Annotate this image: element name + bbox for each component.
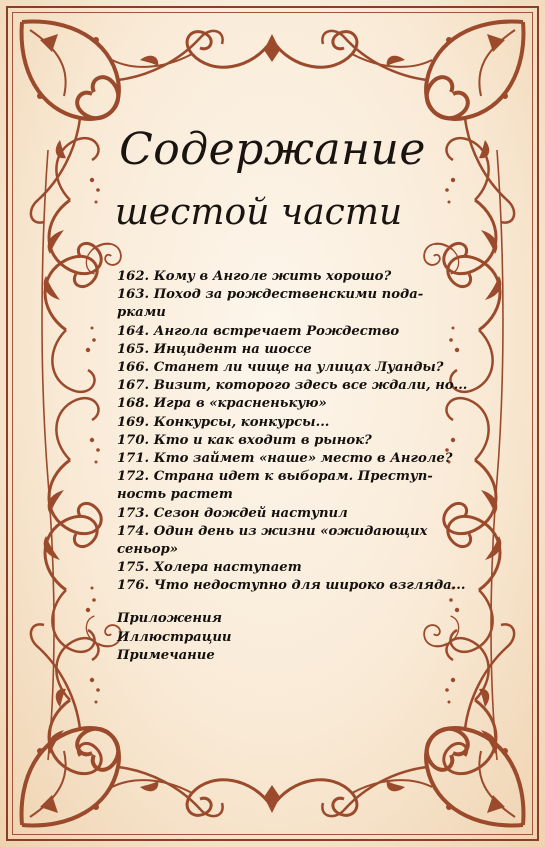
toc-entry[interactable]: 165. Инцидент на шоссе bbox=[117, 341, 312, 357]
toc-entry[interactable]: 170. Кто и как входит в рынок? bbox=[117, 432, 372, 448]
toc-entry-continuation[interactable]: ность растет bbox=[117, 487, 233, 503]
toc-entry[interactable]: 169. Конкурсы, конкурсы... bbox=[117, 414, 330, 430]
toc-entry[interactable]: 163. Поход за рождественскими пода- bbox=[117, 287, 424, 303]
top-ornament bbox=[112, 32, 432, 68]
page-title: Содержание bbox=[119, 124, 426, 175]
toc-entry-continuation[interactable]: сеньор» bbox=[117, 542, 178, 558]
toc-entry[interactable]: 164. Ангола встречает Рождество bbox=[117, 323, 400, 339]
table-of-contents bbox=[117, 268, 497, 596]
bottom-ornament bbox=[112, 780, 432, 816]
page-subtitle: шестой части bbox=[114, 192, 403, 233]
toc-entry[interactable]: 167. Визит, которого здесь все ждали, но... bbox=[117, 378, 468, 394]
appendix-list bbox=[117, 610, 232, 666]
toc-entry[interactable]: 171. Кто займет «наше» место в Анголе? bbox=[117, 451, 453, 467]
toc-entry[interactable]: 168. Игра в «красненькую» bbox=[117, 396, 327, 412]
appendix-item-attachments[interactable]: Приложения bbox=[117, 611, 223, 626]
toc-entry[interactable]: 173. Сезон дождей наступил bbox=[117, 505, 348, 521]
appendix-item-notes[interactable]: Примечание bbox=[117, 648, 215, 663]
toc-entry[interactable]: 172. Страна идет к выборам. Преступ- bbox=[117, 469, 433, 485]
toc-entry[interactable]: 174. Один день из жизни «ожидающих bbox=[117, 523, 428, 539]
toc-entry[interactable]: 175. Холера наступает bbox=[117, 560, 302, 576]
toc-entry[interactable]: 176. Что недоступно для широко взгляда... bbox=[117, 578, 466, 594]
toc-entry[interactable]: 166. Станет ли чище на улицах Луанды? bbox=[117, 360, 444, 376]
toc-entry-continuation[interactable]: рками bbox=[117, 305, 166, 321]
appendix-item-illustrations[interactable]: Иллюстрации bbox=[117, 629, 232, 645]
toc-entry[interactable]: 162. Кому в Анголе жить хорошо? bbox=[117, 269, 392, 284]
